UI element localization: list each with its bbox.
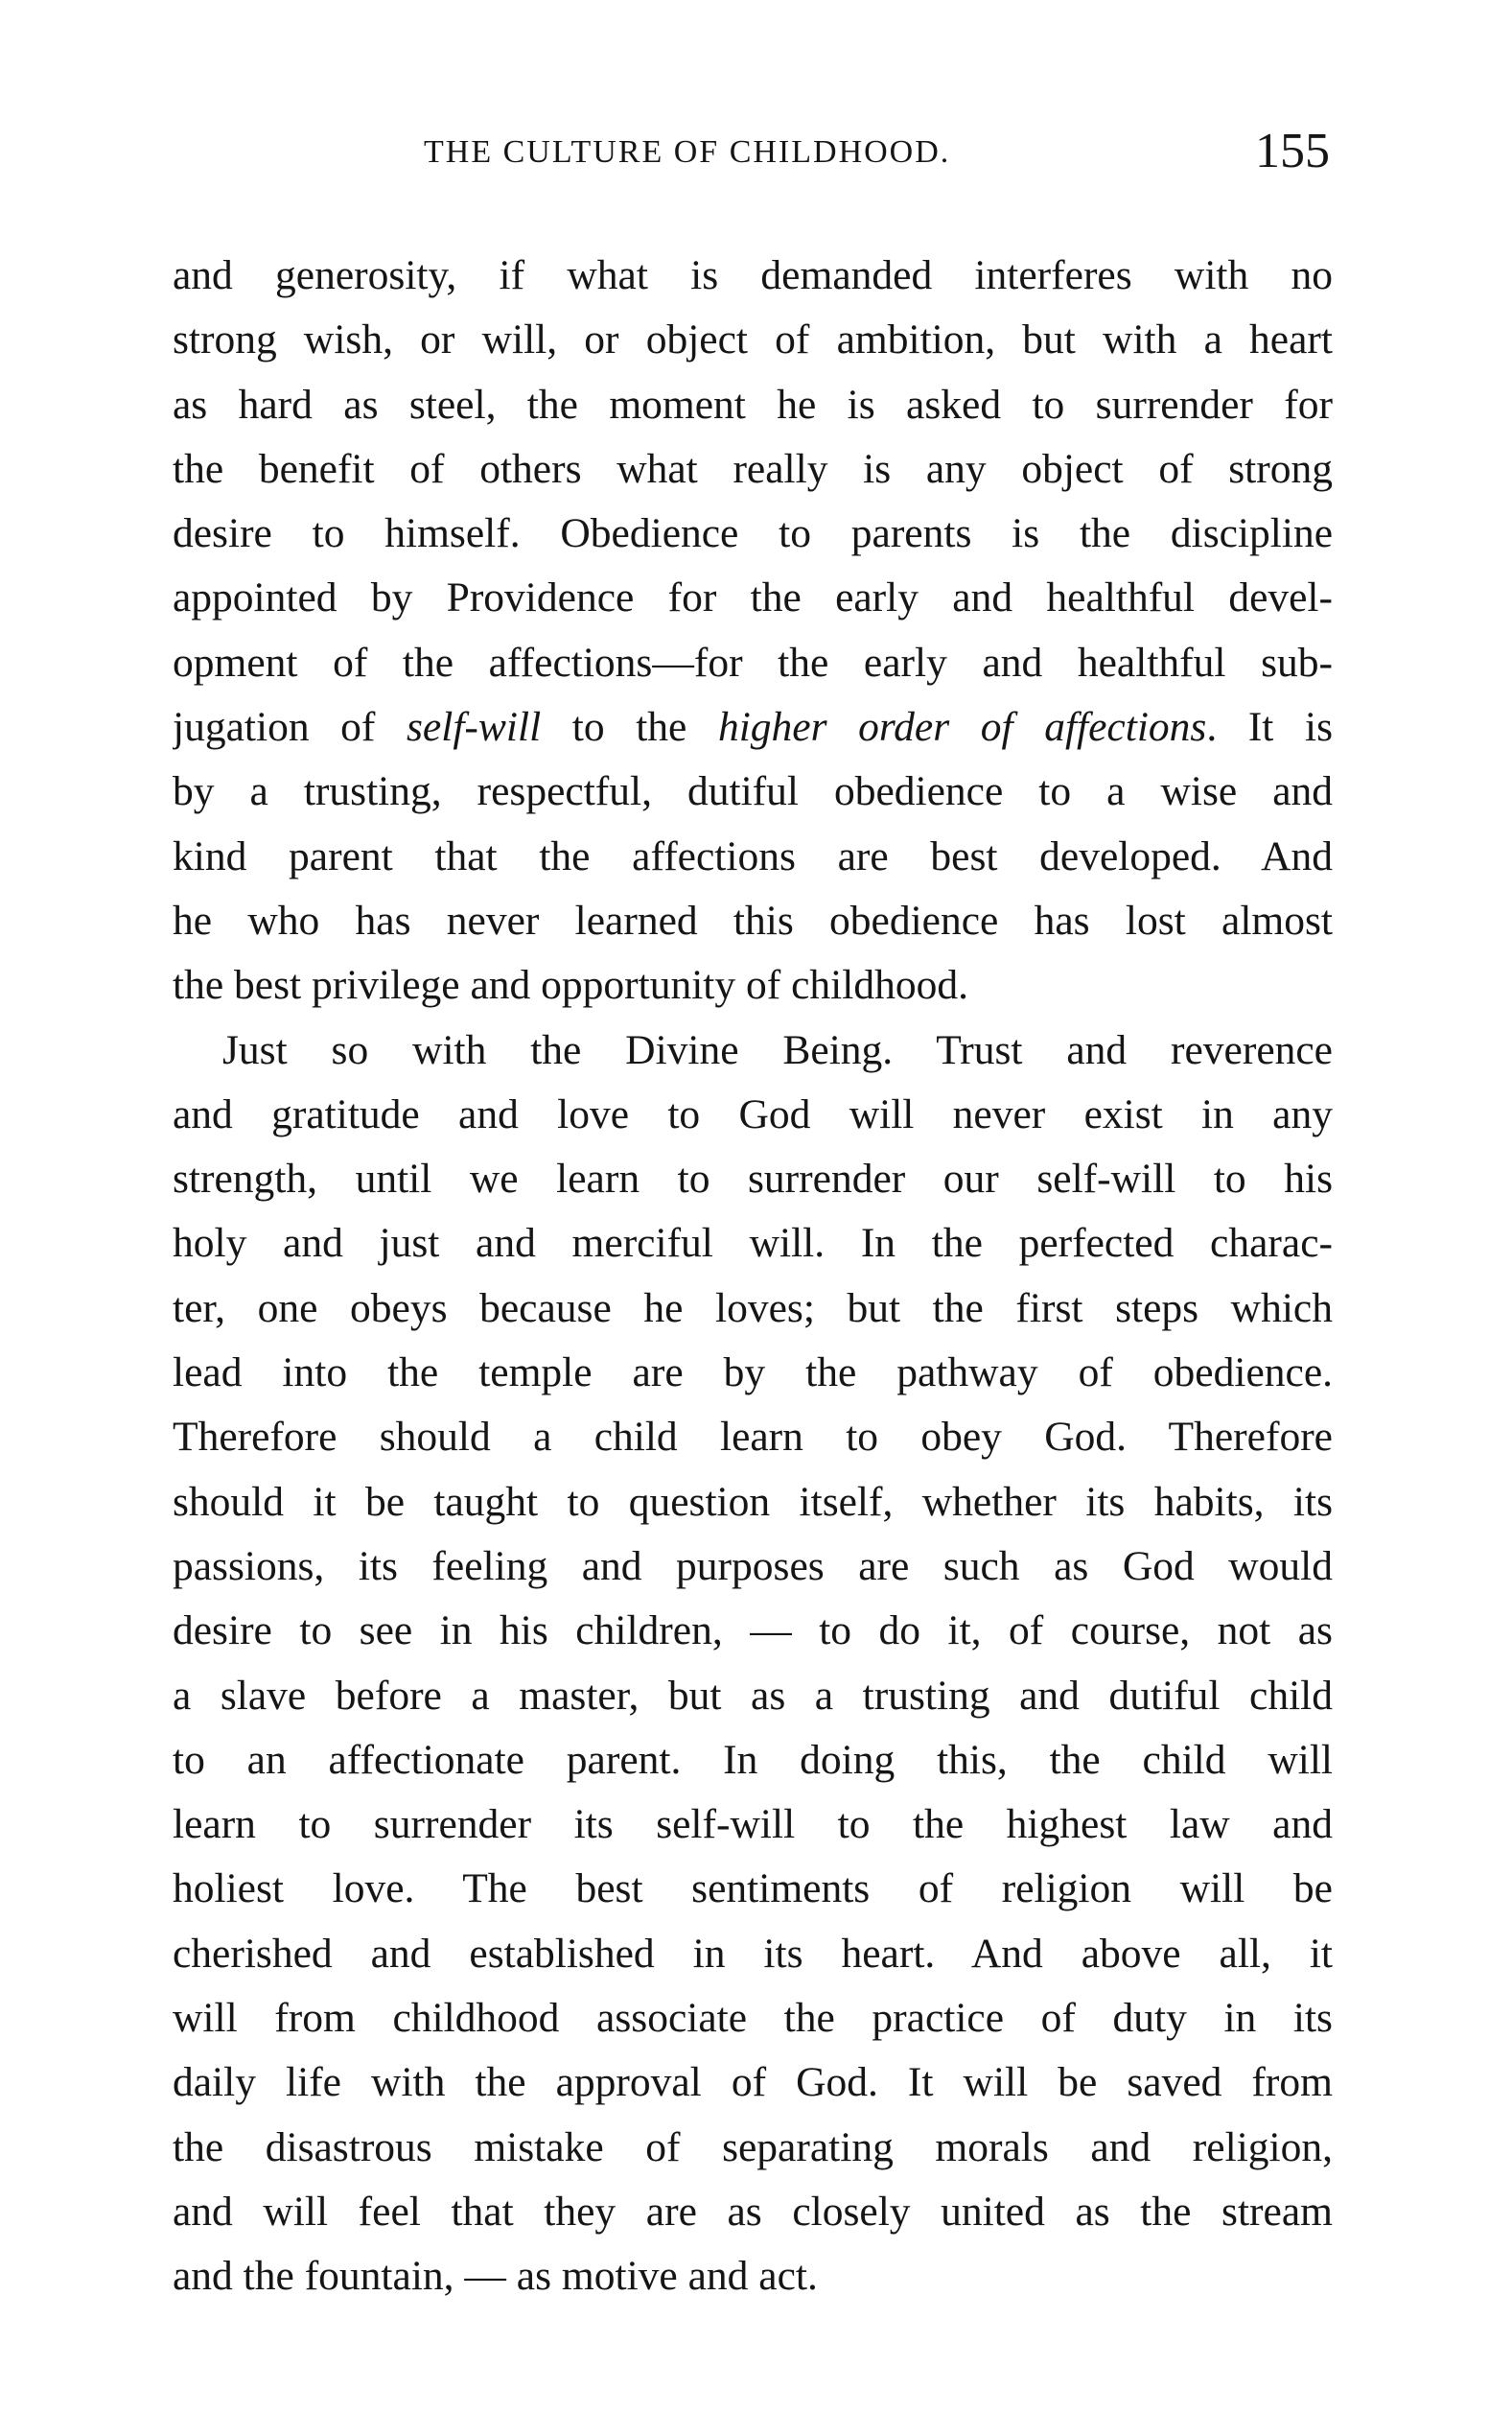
text-line: lead into the temple are by the pathway of obedience.: [173, 1349, 1333, 1396]
text-line-with-italics: [173, 695, 1333, 760]
running-title: THE CULTURE OF CHILDHOOD.: [424, 134, 951, 170]
text-line: appointed by Providence for the early and healthful devel-: [173, 574, 1333, 621]
text-line: will from childhood associate the practice of duty in its: [173, 1995, 1333, 2042]
text-line: daily life with the approval of God. It will be saved from: [173, 2059, 1333, 2106]
text-line: a slave before a master, but as a trusting and dutiful child: [173, 1672, 1333, 1719]
italic-phrase: self-will: [407, 704, 542, 751]
text-line: the disastrous mistake of separating morals and religion,: [173, 2123, 1333, 2170]
text-line: as hard as steel, the moment he is asked to surrender for: [173, 381, 1333, 428]
text-line: and generosity, if what is demanded interferes with no: [173, 252, 1333, 298]
text-line: Just so with the Divine Being. Trust and reverence: [222, 1026, 1333, 1073]
text-line: and will feel that they are as closely united as the stream: [173, 2188, 1333, 2235]
text-run: to the: [541, 704, 718, 751]
text-line: holiest love. The best sentiments of religion will be: [173, 1865, 1333, 1912]
text-line: he who has never learned this obedience has lost almost: [173, 897, 1333, 944]
text-line: strong wish, or will, or object of ambition, but with a heart: [173, 316, 1333, 363]
italic-phrase: higher order of affections: [717, 704, 1207, 751]
text-line: the benefit of others what really is any object of strong: [173, 445, 1333, 492]
text-line: desire to himself. Obedience to parents is the discipline: [173, 510, 1333, 557]
text-line: ter, one obeys because he loves; but the first steps which: [173, 1284, 1333, 1331]
text-line: strength, until we learn to surrender our self-will to his: [173, 1156, 1333, 1203]
text-line: and gratitude and love to God will never exist in any: [173, 1090, 1333, 1137]
body-text: [173, 244, 1333, 2309]
text-line: passions, its feeling and purposes are such as God would: [173, 1542, 1333, 1589]
text-line: cherished and established in its heart. And above all, it: [173, 1930, 1333, 1977]
running-head: [0, 123, 1512, 180]
text-line: learn to surrender its self-will to the highest law and: [173, 1801, 1333, 1848]
text-line: the best privilege and opportunity of childhood.: [173, 962, 968, 1009]
text-line: opment of the affections—for the early and healthful sub-: [173, 639, 1333, 686]
text-line: Therefore should a child learn to obey God. Therefore: [173, 1414, 1333, 1461]
text-run: . It is: [1206, 704, 1333, 751]
text-line: and the fountain, — as motive and act.: [173, 2253, 818, 2300]
text-line: desire to see in his children, — to do it, of course, not as: [173, 1607, 1333, 1654]
page-number: 155: [1255, 124, 1330, 178]
text-line: should it be taught to question itself, whether its habits, its: [173, 1478, 1333, 1525]
text-run: jugation of: [173, 704, 407, 751]
text-line: holy and just and merciful will. In the perfected charac-: [173, 1220, 1333, 1267]
text-line: to an affectionate parent. In doing this, the child will: [173, 1736, 1333, 1783]
text-line: by a trusting, respectful, dutiful obedience to a wise and: [173, 768, 1333, 815]
text-line: kind parent that the affections are best developed. And: [173, 832, 1333, 879]
